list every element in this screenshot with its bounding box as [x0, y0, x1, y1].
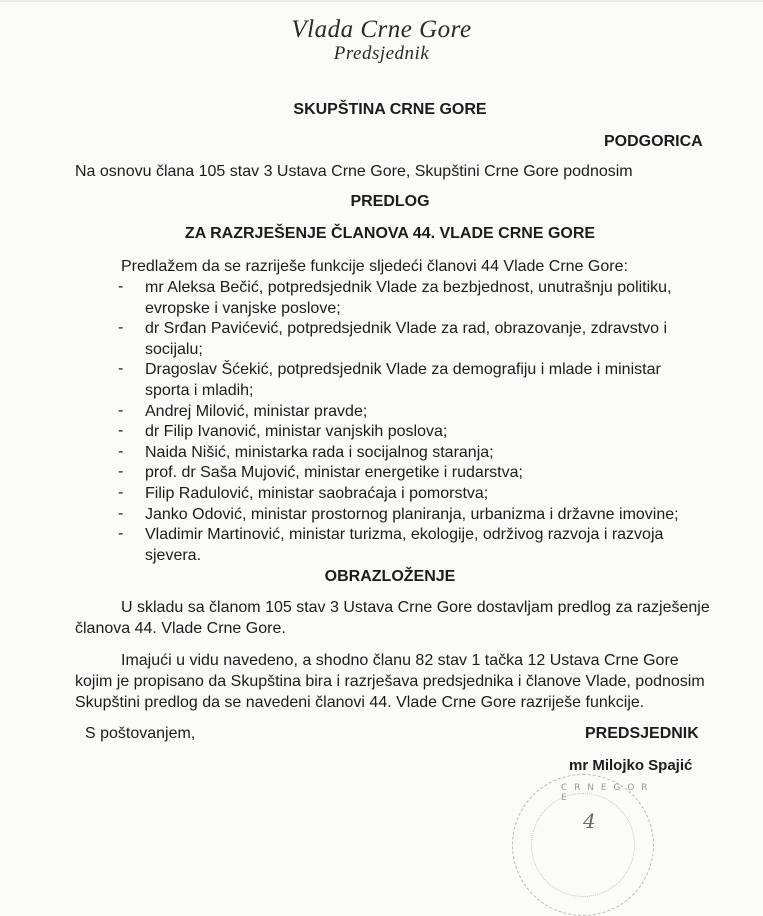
official-stamp [512, 774, 654, 916]
member-line: dr Filip Ivanović, ministar vanjskih poslova; [145, 423, 448, 441]
letterhead-office: Predsjednik [333, 43, 430, 64]
rationale-title: OBRAZLOŽENJE [324, 568, 456, 585]
document-title: PREDLOG [350, 193, 430, 210]
member-line: sjevera. [145, 546, 202, 564]
member-line: Filip Radulović, ministar saobraćaja i pomorstva; [145, 485, 489, 502]
member-line: Andrej Milović, ministar pravde; [145, 402, 368, 420]
member-line: sporta i mladih; [145, 382, 254, 399]
list-dash: - [118, 360, 124, 378]
list-dash: - [118, 278, 124, 295]
member-line: Janko Odović, ministar prostornog planiranja, urbanizma i državne imovine; [145, 505, 679, 523]
list-dash: - [118, 463, 124, 481]
paragraph2-line: kojim je propisano da Skupština bira i razrješava predsjednika i članove Vlade, podnosim [75, 673, 705, 690]
signature-title: PREDSJEDNIK [585, 725, 699, 742]
list-dash: - [118, 504, 124, 522]
member-line: evropske i vanjske poslove; [145, 299, 341, 317]
city: PODGORICA [604, 133, 703, 150]
member-line: Vladimir Martinović, ministar turizma, ekologije, održivog razvoja i razvoja [145, 526, 664, 544]
member-line: socijalu; [145, 340, 203, 358]
list-dash: - [118, 401, 124, 419]
letterhead-government: Vlada Crne Gore [291, 16, 472, 43]
list-dash: - [118, 442, 124, 460]
paragraph1-line: članova 44. Vlade Crne Gore. [75, 620, 286, 637]
closing-salutation: S poštovanjem, [85, 725, 196, 742]
paragraph2-line: Skupštini predlog da se navedeni članovi 44. Vlade Crne Gore razriješe funkcije. [75, 694, 645, 711]
member-line: prof. dr Saša Mujović, ministar energetike i rudarstva; [145, 464, 523, 482]
paragraph2-line: Imajući u vidu navedeno, a shodno članu 82 stav 1 tačka 12 Ustava Crne Gore [121, 652, 679, 669]
member-line: Naida Nišić, ministarka rada i socijalnog staranja; [145, 443, 494, 461]
signature-name: mr Milojko Spajić [569, 757, 693, 774]
document-subtitle: ZA RAZRJEŠENJE ČLANOVA 44. VLADE CRNE GORE [184, 225, 596, 242]
paragraph1-line: U skladu sa članom 105 stav 3 Ustava Crne Gore dostavljam predlog za razješenje [121, 599, 710, 616]
intro-text: Na osnovu člana 105 stav 3 Ustava Crne Gore, Skupštini Crne Gore podnosim [75, 163, 633, 180]
member-line: Dragoslav Šćekić, potpredsjednik Vlade za demografiju i mlade i ministar [145, 361, 661, 379]
member-line: mr Aleksa Bečić, potpredsjednik Vlade za bezbjednost, unutrašnju politiku, [145, 279, 672, 296]
stamp-text: C R N E G O R E [561, 783, 650, 803]
scan-edge [0, 0, 763, 2]
list-dash: - [118, 484, 124, 501]
list-dash: - [118, 525, 124, 543]
list-dash: - [118, 319, 124, 337]
stamp-mark: 4 [583, 809, 596, 833]
member-line: dr Srđan Pavićević, potpredsjednik Vlade za rad, obrazovanje, zdravstvo i [145, 320, 668, 338]
lead-text: Predlažem da se razriješe funkcije sljedeći članovi 44 Vlade Crne Gore: [121, 258, 628, 275]
addressee: SKUPŠTINA CRNE GORE [293, 101, 487, 118]
list-dash: - [118, 422, 124, 440]
